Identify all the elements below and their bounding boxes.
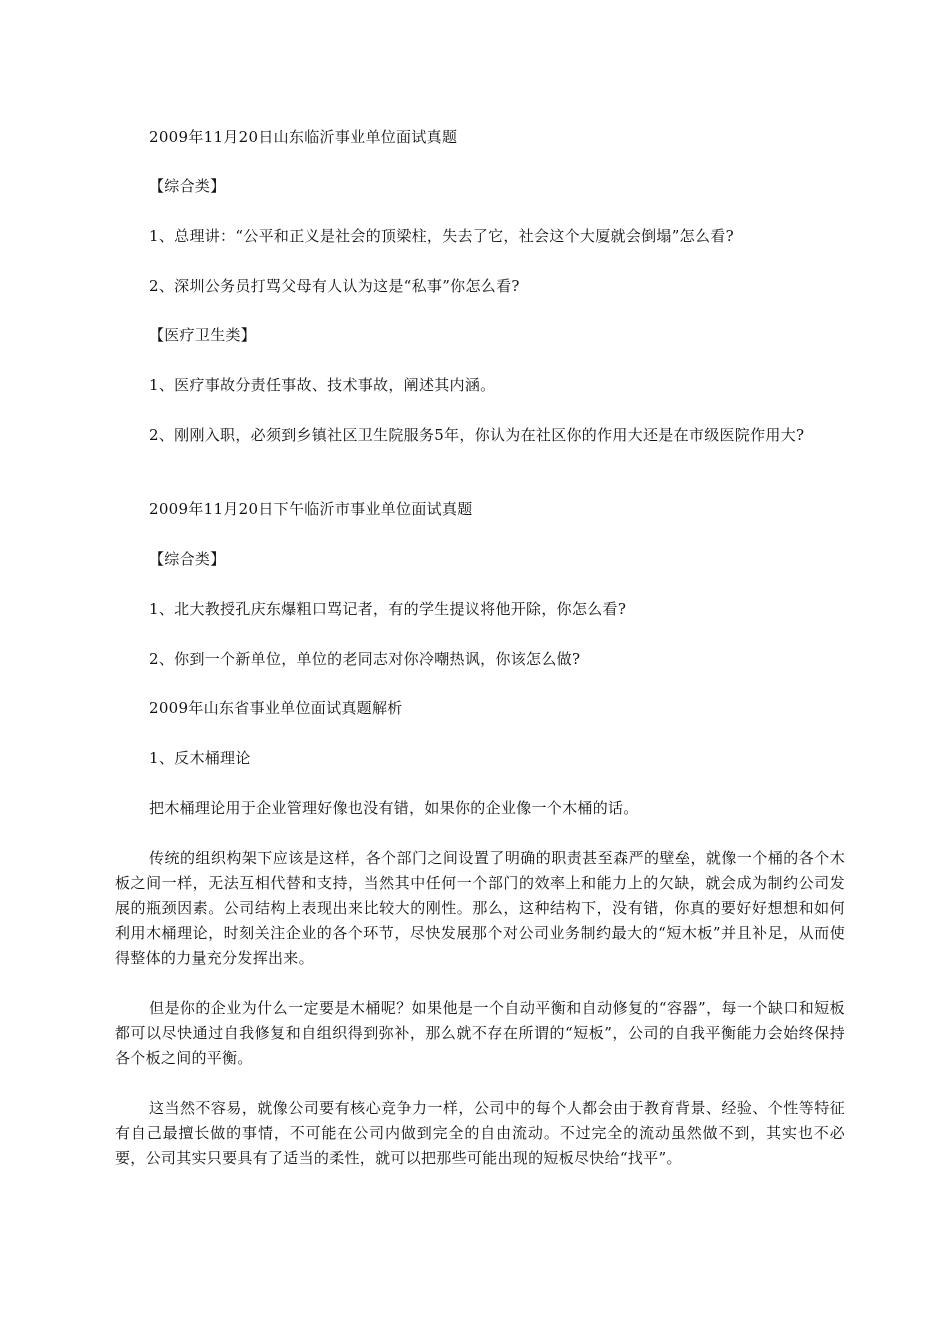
question-item: 2、深圳公务员打骂父母有人认为这是“私事”你怎么看?: [149, 277, 520, 295]
section-title-3: 2009年山东省事业单位面试真题解析: [149, 699, 403, 717]
body-paragraph: 但是你的企业为什么一定要是木桶呢？如果他是一个自动平衡和自动修复的“容器”，每一个缺口和短板都可以尽快通过自我修复和自组织得到弥补，那么就不存在所谓的“短板”，公司的自我平衡能力会始终保持各个板之间的平衡。: [115, 999, 845, 1067]
question-item: 1、北大教授孔庆东爆粗口骂记者，有的学生提议将他开除，你怎么看?: [149, 600, 627, 618]
subheading: 1、反木桶理论: [149, 749, 251, 767]
body-paragraph: 这当然不容易，就像公司要有核心竞争力一样，公司中的每个人都会由于教育背景、经验、个性等特征有自己最擅长做的事情，不可能在公司内做到完全的自由流动。不过完全的流动虽然做不到，其实也不必要，公司其实只要具有了适当的柔性，就可以把那些可能出现的短板尽快给“找平”。: [115, 1099, 845, 1167]
question-item: 2、你到一个新单位，单位的老同志对你冷嘲热讽，你该怎么做?: [149, 650, 581, 668]
category-heading-general: 【综合类】: [149, 550, 226, 568]
section-title-1: 2009年11月20日山东临沂事业单位面试真题: [149, 128, 458, 146]
question-item: 1、总理讲：“公平和正义是社会的顶梁柱，失去了它，社会这个大厦就会倒塌”怎么看?: [149, 227, 734, 245]
question-item: 2、刚刚入职，必须到乡镇社区卫生院服务5年，你认为在社区你的作用大还是在市级医院作用大?: [149, 426, 805, 444]
body-paragraph: 传统的组织构架下应该是这样，各个部门之间设置了明确的职责甚至森严的壁垒，就像一个桶的各个木板之间一样，无法互相代替和支持，当然其中任何一个部门的效率上和能力上的欠缺，就会成为制约公司发展的瓶颈因素。公司结构上表现出来比较大的刚性。那么，这种结构下，没有错，你真的要好好想想和如何利用木桶理论，时刻关注企业的各个环节，尽快发展那个对公司业务制约最大的“短木板”并且补足，从而使得整体的力量充分发挥出来。: [115, 849, 845, 967]
question-item: 1、医疗事故分责任事故、技术事故，阐述其内涵。: [149, 376, 496, 394]
category-heading-general: 【综合类】: [149, 177, 226, 195]
category-heading-medical: 【医疗卫生类】: [149, 326, 257, 344]
body-paragraph: 把木桶理论用于企业管理好像也没有错，如果你的企业像一个木桶的话。: [149, 799, 639, 817]
section-title-2: 2009年11月20日下午临沂市事业单位面试真题: [149, 500, 473, 518]
